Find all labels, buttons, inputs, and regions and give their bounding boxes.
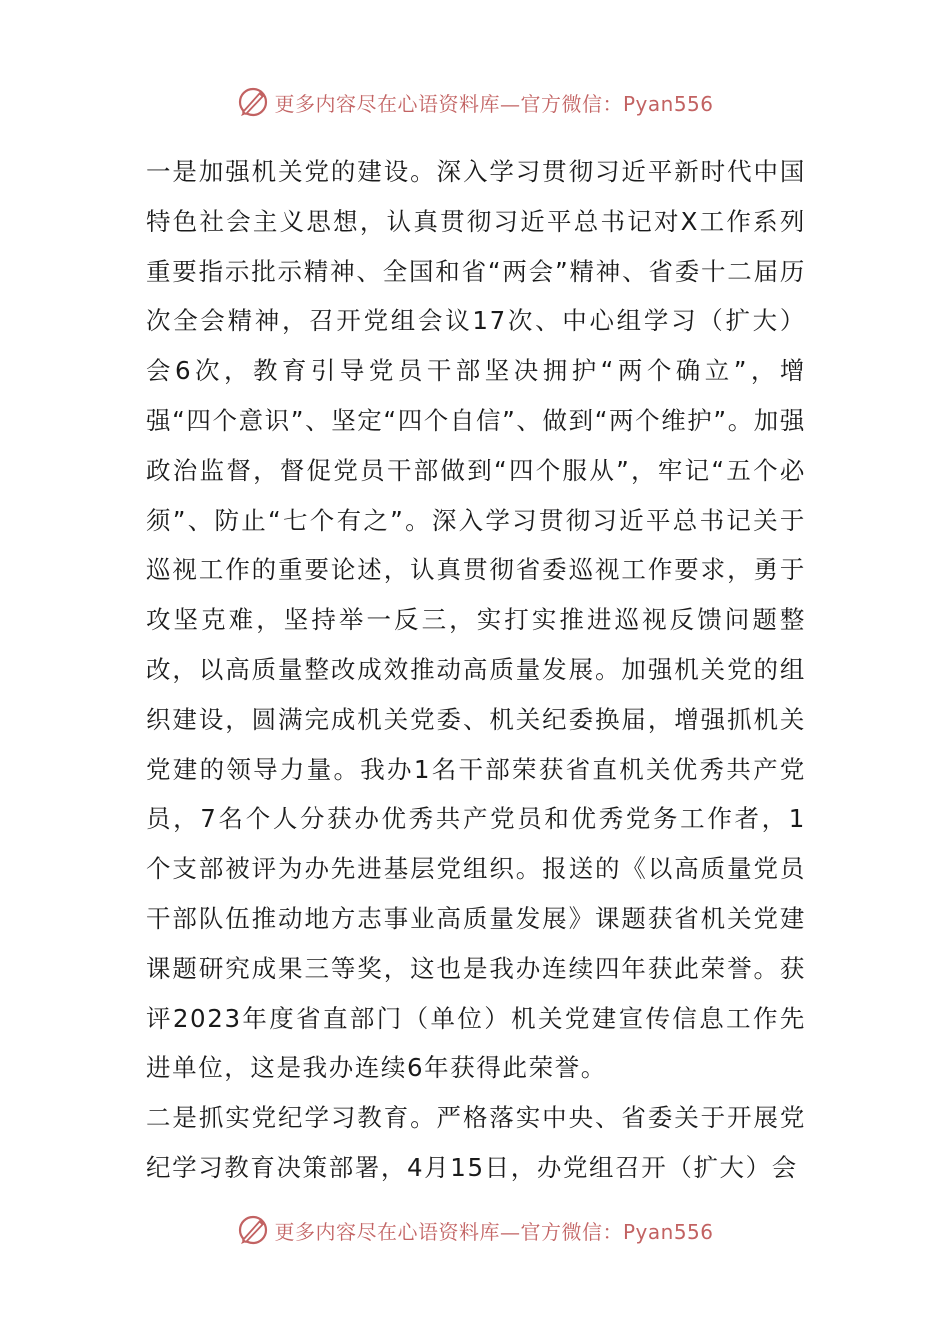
watermark-label: 更多内容尽在心语资料库—官方微信： [274,1219,623,1244]
watermark-account: Pyan556 [622,91,714,116]
paragraph-discipline-education: 二是抓实党纪学习教育。严格落实中央、省委关于开展党纪学习教育决策部署，4月15日，办党组召开（扩大）会 [146,1103,806,1182]
paragraph-party-building: 一是加强机关党的建设。深入学习贯彻习近平新时代中国特色社会主义思想，认真贯彻习近平总书记对X工作系列重要指示批示精神、全国和省“两会”精神、省委十二届历次全会精神，召开党组会议17次、中心组学习（扩大）会6次，教育引导党员干部坚决拥护“两个确立”，增强“四个意识”、坚定“四个自信”、做到“两个维护”。加强政治监督，督促党员干部做到“四个服从”，牢记“五个必须”、防止“七个有之”。深入学习贯彻习近平总书记关于巡视工作的重要论述，认真贯彻省委巡视工作要求，勇于攻坚克难，坚持举一反三，实打实推进巡视反馈问题整改，以高质量整改成效推动高质量发展。加强机关党的组织建设，圆满完成机关党委、机关纪委换届，增强抓机关党建的领导力量。我办1名干部荣获省直机关优秀共产党员，7名个人分获办优秀共产党员和优秀党务工作者，1个支部被评为办先进基层党组织。报送的《以高质量党员干部队伍推动地方志事业高质量发展》课题获省机关党建课题研究成果三等奖，这也是我办连续四年获此荣誉。获评2023年度省直部门（单位）机关党建宣传信息工作先进单位，这是我办连续6年获得此荣誉。 [146,157,806,1083]
watermark-label: 更多内容尽在心语资料库—官方微信： [274,91,623,116]
watermark-account: Pyan556 [622,1219,714,1244]
pen-logo-icon [236,85,270,119]
footer-watermark [0,1208,950,1252]
header-watermark [0,80,950,124]
document-body [146,147,806,1193]
pen-logo-icon [236,1213,270,1247]
watermark-text [274,1216,713,1245]
watermark-text [274,88,713,117]
